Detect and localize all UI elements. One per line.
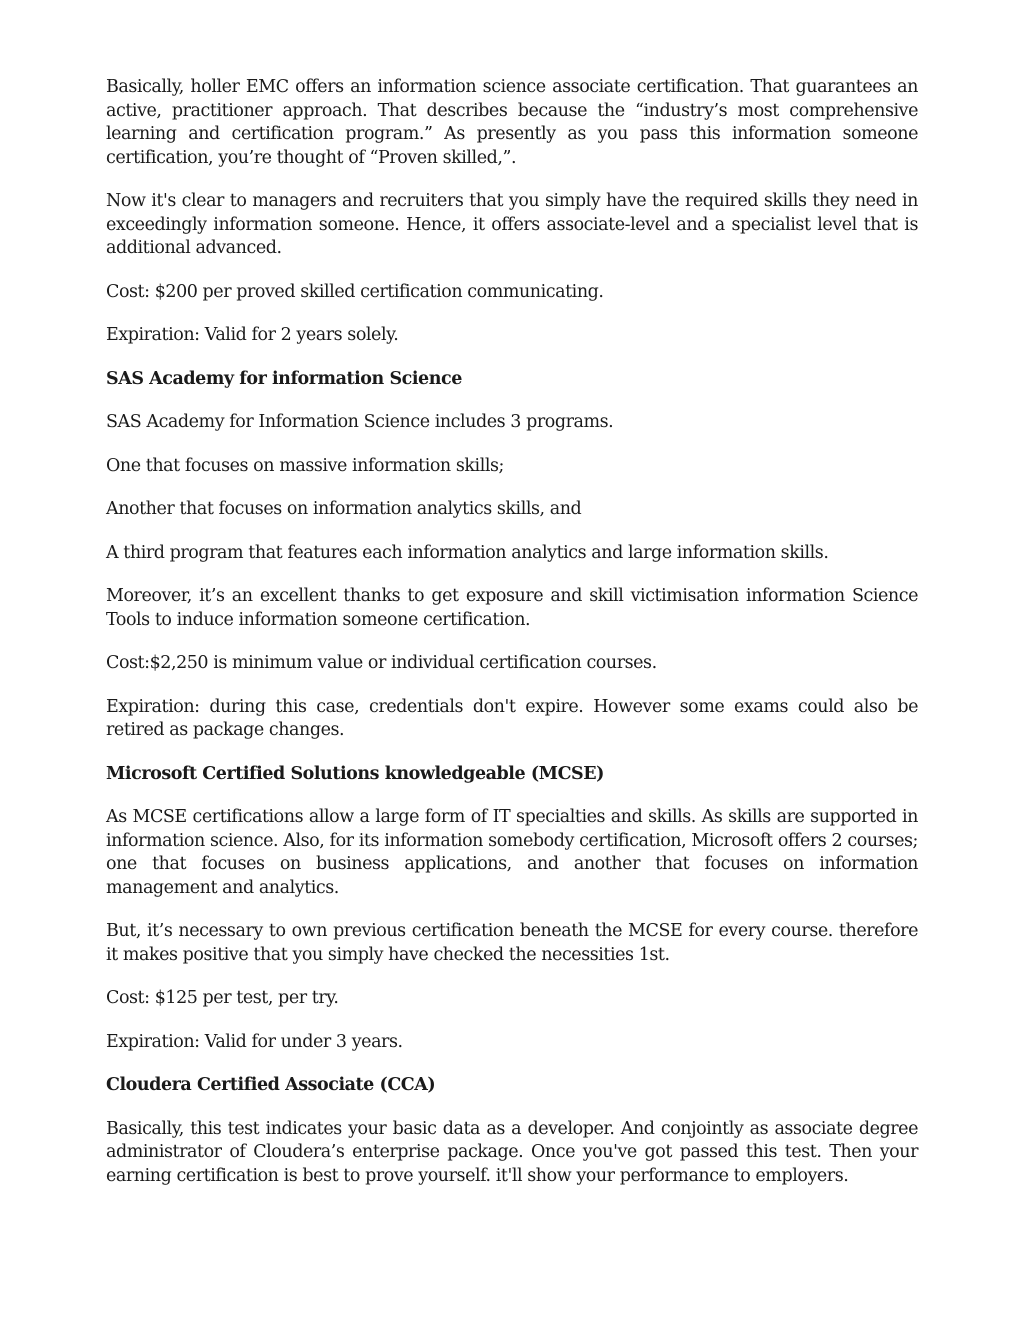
- sas-heading: SAS Academy for information Science: [106, 368, 462, 389]
- emc-paragraph-levels: Now it's clear to managers and recruiters that you simply have the required skills they need in exceedingly information someone. Hence, it offers associate-level and a specialist level that is additional advanced.: [106, 191, 918, 258]
- sas-paragraph-program-three: A third program that features each information analytics and large information skills.: [106, 542, 829, 563]
- sas-cost: Cost:$2,250 is minimum value or individual certification courses.: [106, 653, 657, 673]
- emc-cost: Cost: $200 per proved skilled certification communicating.: [106, 281, 604, 302]
- sas-paragraph-moreover: Moreover, it’s an excellent thanks to get exposure and skill victimisation information Science Tools to induce information someone certification.: [106, 586, 918, 630]
- emc-paragraph-intro: Basically, holler EMC offers an information science associate certification. That guarantees an active, practitioner approach. That describes because the “industry’s most comprehensive learning and certification program.” As presently as you pass this information someone certification, you’re thought of “Proven skilled,”.: [106, 77, 918, 168]
- mcse-cost: Cost: $125 per test, per try.: [106, 988, 339, 1008]
- cca-paragraph: Basically, this test indicates your basic data as a developer. And conjointly as associate degree administrator of Cloudera’s enterprise package. Once you've got passed this test. Then your earning certification is best to prove yourself. it'll show your performance to employers.: [106, 1118, 918, 1186]
- emc-expiration: Expiration: Valid for 2 years solely.: [106, 325, 399, 345]
- cca-heading: Cloudera Certified Associate (CCA): [106, 1075, 436, 1095]
- sas-paragraph-program-one: One that focuses on massive information skills;: [106, 455, 504, 476]
- mcse-paragraph-specialties: As MCSE certifications allow a large form of IT specialties and skills. As skills are supported in information science. Also, for its information somebody certification, Microsoft offers 2 courses; one that focuses on business applications, and another that focuses on information management and analytics.: [106, 807, 918, 898]
- mcse-expiration: Expiration: Valid for under 3 years.: [106, 1031, 403, 1052]
- document-page: [106, 76, 918, 1208]
- mcse-heading: Microsoft Certified Solutions knowledgeable (MCSE): [106, 763, 604, 784]
- sas-expiration: Expiration: during this case, credentials don't expire. However some exams could also be retired as package changes.: [106, 696, 918, 740]
- sas-paragraph-program-two: Another that focuses on information analytics skills, and: [106, 499, 582, 519]
- mcse-paragraph-prerequisites: But, it’s necessary to own previous certification beneath the MCSE for every course. therefore it makes positive that you simply have checked the necessities 1st.: [106, 921, 918, 965]
- sas-paragraph-programs: SAS Academy for Information Science includes 3 programs.: [106, 412, 614, 432]
